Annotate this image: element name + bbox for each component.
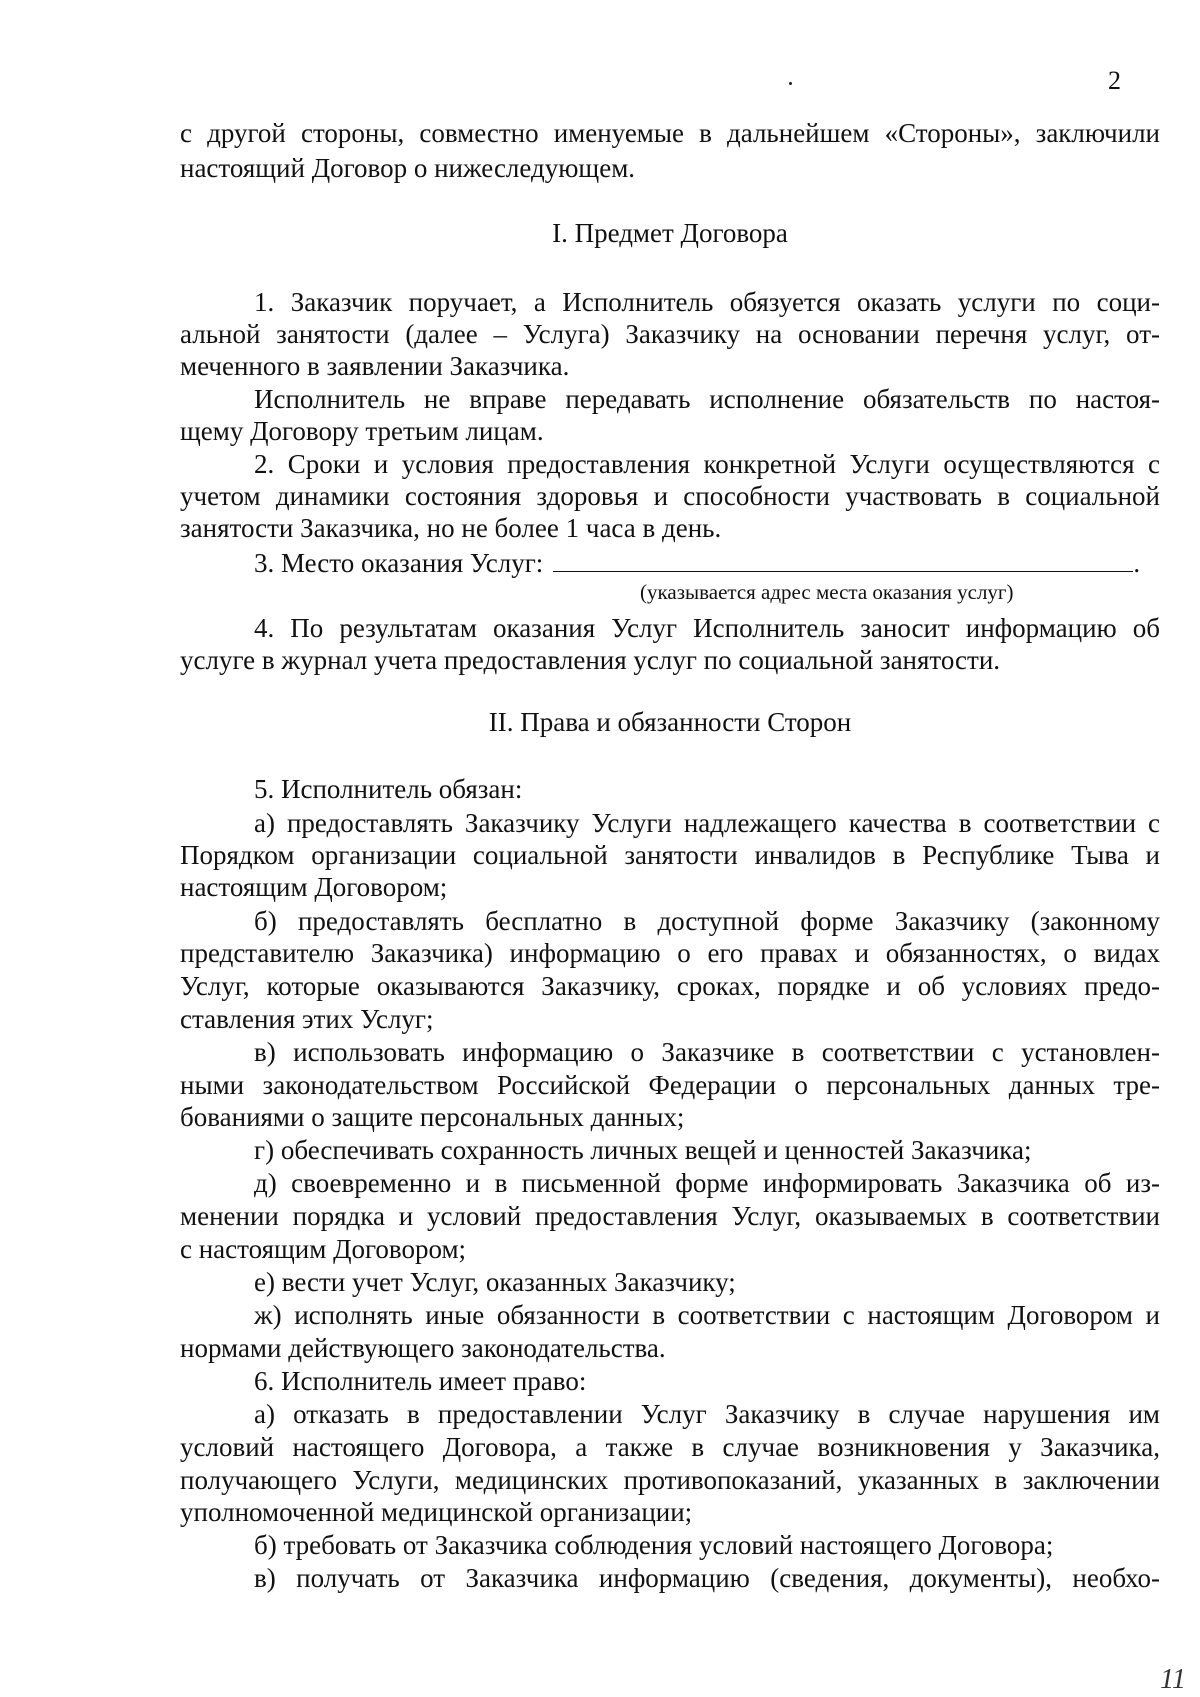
clause-5g-line-1: г) обеспечивать сохранность личных вещей и ценностей Заказчика; [254,1135,1032,1165]
clause-5e-line-1: е) вести учет Услуг, оказанных Заказчику; [254,1267,736,1297]
clause-5a-line-3: настоящим Договором; [180,872,448,902]
clause-5v-line-3: бованиями о защите персональных данных; [180,1102,685,1132]
clause-3-end: . [1133,548,1141,578]
clause-5-head: 5. Исполнитель обязан: [254,774,523,804]
intro-line-1: с другой стороны, совместно именуемые в дальнейшем «Стороны», заключили [180,118,1160,148]
section-1-title: I. Предмет Договора [552,218,788,248]
clause-3-line [254,547,1160,579]
clause-1-line-3: меченного в заявлении Заказчика. [180,351,570,381]
page-number: 2 [1108,66,1121,95]
intro-line-2: настоящий Договор о нижеследующем. [180,153,636,183]
clause-5b-line-2: представителю Заказчика) информацию о его правах и обязанностях, о видах [180,938,1160,968]
clause-5a-line-2: Порядком организации социальной занятости инвалидов в Республике Тыва и [180,840,1160,870]
section-2-title: II. Права и обязанности Сторон [488,707,852,737]
handwritten-corner-mark: 11 [1160,1664,1186,1695]
clause-2-line-1: 2. Сроки и условия предоставления конкретной Услуги осуществляются с [254,449,1160,479]
clause-6a-line-3: получающего Услуги, медицинских противопоказаний, указанных в заключении [180,1465,1160,1495]
clause-1b-line-2: щему Договору третьим лицам. [180,416,544,446]
clause-5d-line-1: д) своевременно и в письменной форме информировать Заказчика об из- [254,1168,1160,1198]
clause-2-line-3: занятости Заказчика, но не более 1 часа в день. [180,513,722,543]
clause-5d-line-2: менении порядка и условий предоставления Услуг, оказываемых в соответствии [180,1201,1160,1231]
clause-1-line-2: альной занятости (далее – Услуга) Заказчику на основании перечня услуг, от- [180,319,1160,349]
clause-1b-line-1: Исполнитель не вправе передавать исполнение обязательств по настоя- [254,384,1160,414]
clause-5b-line-1: б) предоставлять бесплатно в доступной форме Заказчику (законному [254,906,1160,936]
clause-6a-line-4: уполномоченной медицинской организации; [180,1497,693,1527]
clause-5zh-line-1: ж) исполнять иные обязанности в соответствии с настоящим Договором и [254,1300,1160,1330]
address-blank-line [553,549,1133,572]
clause-6-head: 6. Исполнитель имеет право: [254,1366,587,1396]
clause-2-line-2: учетом динамики состояния здоровья и способности участвовать в социальной [180,481,1160,511]
clause-4-line-2: услуге в журнал учета предоставления услуг по социальной занятости. [180,645,1001,675]
clause-6a-line-1: а) отказать в предоставлении Услуг Заказчику в случае нарушения им [254,1399,1160,1429]
clause-4-line-1: 4. По результатам оказания Услуг Исполнитель заносит информацию об [254,613,1160,643]
clause-5v-line-1: в) использовать информацию о Заказчике в соответствии с установлен- [254,1037,1160,1067]
scan-dot [789,82,792,85]
clause-5b-line-3: Услуг, которые оказываются Заказчику, сроках, порядке и об условиях предо- [180,971,1160,1001]
clause-5v-line-2: ными законодательством Российской Федерации о персональных данных тре- [180,1070,1160,1100]
clause-6b-line-1: б) требовать от Заказчика соблюдения условий настоящего Договора; [254,1530,1054,1560]
address-caption: (указывается адрес места оказания услуг) [640,580,1014,604]
clause-6v-line-1: в) получать от Заказчика информацию (сведения, документы), необхо- [254,1563,1160,1593]
clause-1-line-1: 1. Заказчик поручает, а Исполнитель обязуется оказать услуги по соци- [254,287,1160,317]
clause-5a-line-1: а) предоставлять Заказчику Услуги надлежащего качества в соответствии с [254,808,1160,838]
clause-6a-line-2: условий настоящего Договора, а также в случае возникновения у Заказчика, [180,1432,1160,1462]
clause-5d-line-3: с настоящим Договором; [180,1234,467,1264]
clause-3-label: 3. Место оказания Услуг: [254,548,544,578]
clause-5b-line-4: ставления этих Услуг; [180,1004,434,1034]
clause-5zh-line-2: нормами действующего законодательства. [180,1333,666,1363]
